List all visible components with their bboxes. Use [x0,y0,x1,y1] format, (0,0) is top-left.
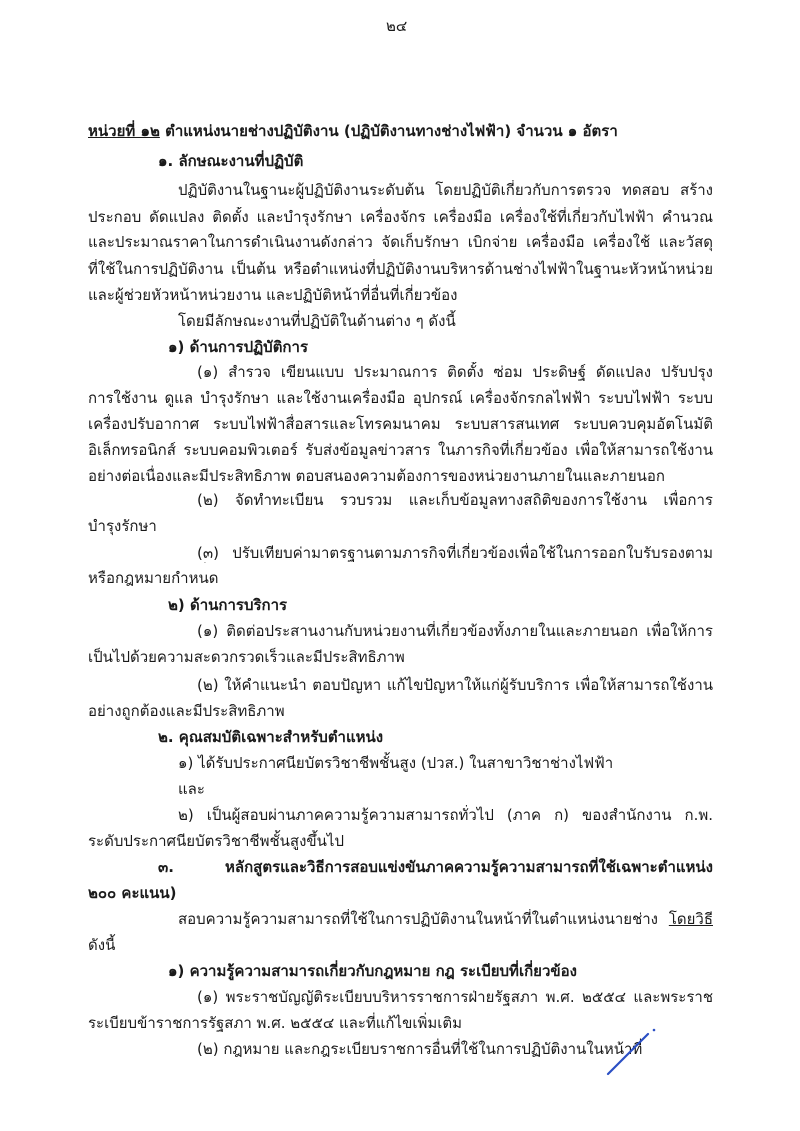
law-heading: ๑) ความรู้ความสามารถเกี่ยวกับกฎหมาย กฎ ระเบียบที่เกี่ยวข้อง [168,962,577,980]
qualification-1: ๑) ได้รับประกาศนียบัตรวิชาชีพชั้นสูง (ปวส.) ในสาขาวิชาช่างไฟฟ้า [178,754,614,772]
exam-text: สอบความรู้ความสามารถที่ใช้ในการปฏิบัติงานในหน้าที่ในตำแหน่งนายช่าง [178,910,669,928]
paragraph-line: หรือกฎหมายกำหนด [88,569,219,587]
qualification-2: ๒) เป็นผู้สอบผ่านภาคความรู้ความสามารถทั่วไป (ภาค ก) ของสำนักงาน ก.พ. [178,806,713,824]
section-3-heading: ๓. หลักสูตรและวิธีการสอบแข่งขันภาคความรู้ความสามารถที่ใช้เฉพาะตำแหน่ง [158,858,713,876]
section-3-heading-cont: ๒๐๐ คะแนน) [88,884,177,902]
paragraph-line: (๒) กฎหมาย และกฎระเบียบราชการอื่นที่ใช้ในการปฏิบัติงานในหน้าที่ [197,1040,643,1058]
position-title: ตำแหน่งนายช่างปฏิบัติงาน (ปฏิบัติงานทางช่างไฟฟ้า) จำนวน ๑ อัตรา [159,122,618,140]
qualification-2-cont: ระดับประกาศนียบัตรวิชาชีพชั้นสูงขึ้นไป [88,832,344,850]
paragraph-line: การใช้งาน ดูแล บำรุงรักษา และใช้งานเครื่องมือ อุปกรณ์ เครื่องจักรกลไฟฟ้า ระบบไฟฟ้า ระบบ [88,389,713,407]
paragraph-line: ที่ใช้ในการปฏิบัติงาน เป็นต้น หรือตำแหน่งที่ปฏิบัติงานบริหารด้านช่างไฟฟ้าในฐานะหัวหน้าหน่วย [88,260,713,278]
paragraph-line: เป็นไปด้วยความสะดวกรวดเร็วและมีประสิทธิภาพ [88,648,405,666]
paragraph-line: (๒) จัดทำทะเบียน รวบรวม และเก็บข้อมูลทางสถิติของการใช้งาน เพื่อการ [197,491,713,509]
section-2-heading: ๒. คุณสมบัติเฉพาะสำหรับตำแหน่ง [158,728,384,746]
paragraph-line: (๑) สำรวจ เขียนแบบ ประมาณการ ติดตั้ง ซ่อม ประดิษฐ์ ดัดแปลง ปรับปรุง [197,363,713,381]
paragraph-line: (๑) พระราชบัญญัติระเบียบบริหารราชการฝ่ายรัฐสภา พ.ศ. ๒๕๕๔ และพระราช [197,988,713,1006]
operations-heading: ๑) ด้านการปฏิบัติการ [168,338,308,356]
paragraph-line: บำรุงรักษา [88,517,157,535]
paragraph-line: เครื่องปรับอากาศ ระบบไฟฟ้าสื่อสารและโทรคมนาคม ระบบสารสนเทศ ระบบควบคุมอัตโนมัติ [88,415,713,433]
paragraph-line: อย่างต่อเนื่องและมีประสิทธิภาพ ตอบสนองความต้องการของหน่วยงานภายในและภายนอก [88,467,666,485]
service-heading: ๒) ด้านการบริการ [168,596,288,614]
paragraph-line: (๒) ให้คำแนะนำ ตอบปัญหา แก้ไขปัญหาให้แก่ผู้รับบริการ เพื่อให้สามารถใช้งาน [197,676,713,694]
section-1-heading: ๑. ลักษณะงานที่ปฏิบัติ [158,152,304,170]
exam-line [178,909,713,929]
paragraph-line: ประกอบ ดัดแปลง ติดตั้ง และบำรุงรักษา เครื่องจักร เครื่องมือ เครื่องใช้ที่เกี่ยวกับไฟฟ้า คำนวณ [88,208,713,226]
paragraph-line: (๑) ติดต่อประสานงานกับหน่วยงานที่เกี่ยวข้องทั้งภายในและภายนอก เพื่อให้การ [197,622,713,640]
exam-line-cont: ดังนี้ [88,936,116,954]
paragraph-line: อิเล็กทรอนิกส์ ระบบคอมพิวเตอร์ รับส่งข้อมูลข่าวสาร ในภารกิจที่เกี่ยวข้อง เพื่อให้สามารถใช้งาน [88,441,713,459]
page-number: ๒๔ [386,17,408,35]
unit-number: หน่วยที่ ๑๒ [88,122,160,140]
paragraph-line: (๓) ปรับเทียบค่ามาตรฐานตามภารกิจที่เกี่ยวข้องเพื่อใช้ในการออกใบรับรองตาม [197,544,713,562]
qualification-and: และ [178,780,205,798]
unit-title [88,121,618,141]
exam-method: โดยวิธี [668,910,713,928]
intro-line: โดยมีลักษณะงานที่ปฏิบัติในด้านต่าง ๆ ดังนี้ [178,312,456,330]
signature-mark-icon [600,1028,660,1078]
paragraph-line: อย่างถูกต้องและมีประสิทธิภาพ [88,702,285,720]
paragraph-line: ระเบียบข้าราชการรัฐสภา พ.ศ. ๒๕๕๔ และที่แก้ไขเพิ่มเติม [88,1014,462,1032]
paragraph-line: และประมาณราคาในการดำเนินงานดังกล่าว จัดเก็บรักษา เบิกจ่าย เครื่องมือ เครื่องใช้ และวัสดุ [88,233,713,251]
paragraph-line: ปฏิบัติงานในฐานะผู้ปฏิบัติงานระดับต้น โดยปฏิบัติเกี่ยวกับการตรวจ ทดสอบ สร้าง [178,181,713,199]
paragraph-line: และผู้ช่วยหัวหน้าหน่วยงาน และปฏิบัติหน้าที่อื่นที่เกี่ยวข้อง [88,286,458,304]
